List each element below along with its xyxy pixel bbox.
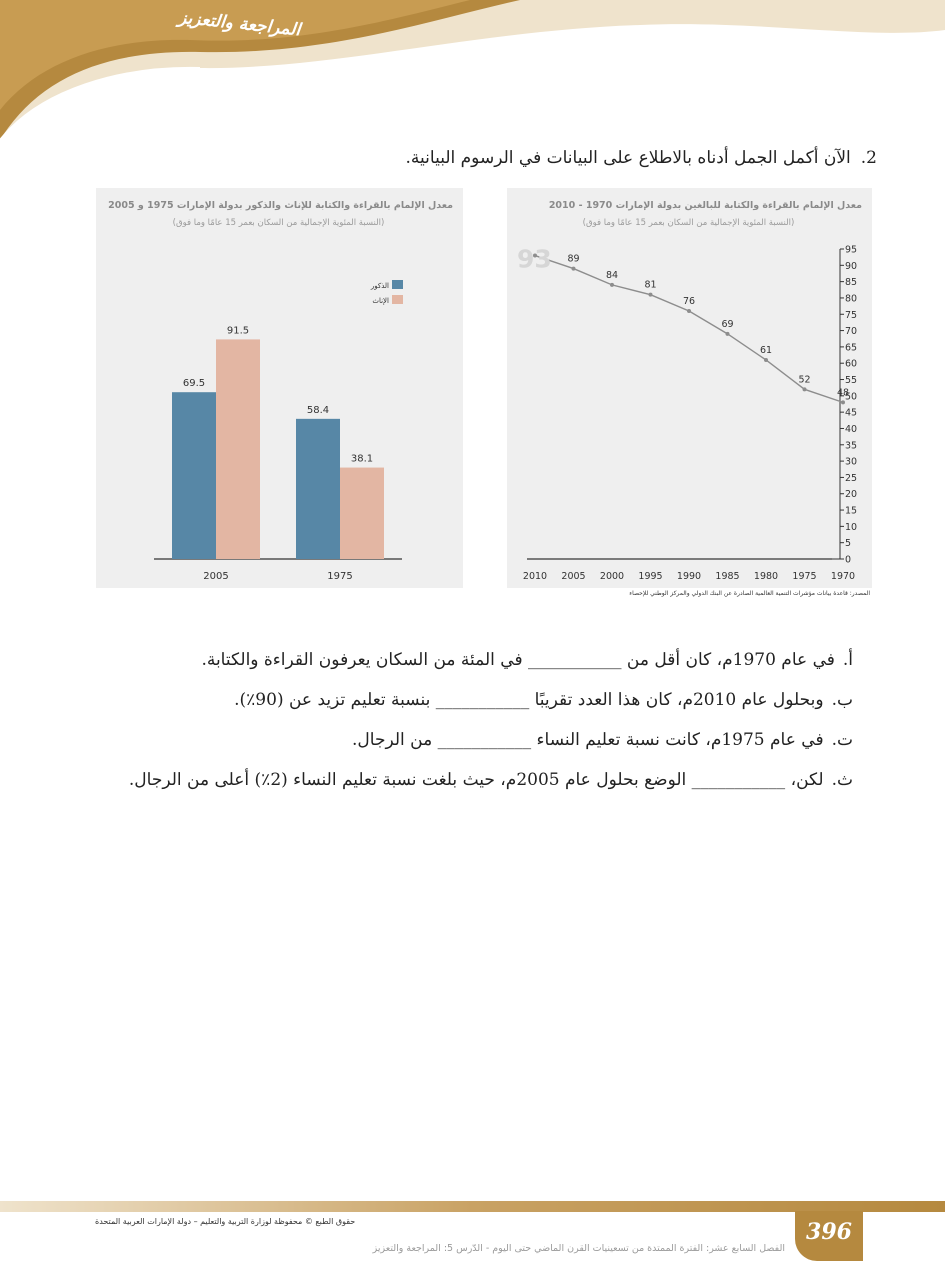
line-chart [507,188,872,588]
x-tick-label: 2005 [203,571,229,582]
point-label: 93 [517,244,552,274]
y-tick-label: 95 [845,244,858,256]
legend-swatch [392,280,403,289]
y-tick-label: 30 [845,456,858,468]
legend-swatch [392,295,403,304]
data-point [726,332,730,336]
bar-value-label: 91.5 [226,325,250,337]
item-text: في عام 1970م، كان أقل من ___________ في المئة من السكان يعرفون القراءة والكتابة. [201,650,835,670]
y-tick-label: 20 [845,489,858,501]
item-text: في عام 1975م، كانت نسبة تعليم النساء ___________ من الرجال. [352,730,824,750]
x-tick-label: 1990 [676,571,702,582]
data-point [610,283,614,287]
point-label: 81 [644,279,657,291]
y-tick-label: 45 [845,407,858,419]
y-tick-label: 25 [845,472,858,484]
bar-chart [96,188,463,588]
y-tick-label: 0 [845,554,852,566]
y-tick-label: 85 [845,277,858,289]
line-chart-subtitle: (النسبة المئوية الإجمالية من السكان بعمر 15 عامًا وما فوق) [582,218,795,228]
question-text: الآن أكمل الجمل أدناه بالاطلاع على البيانات في الرسوم البيانية. [405,148,851,168]
item-letter: ت. [831,730,853,750]
bar-value-label: 38.1 [350,453,374,465]
series-line [535,253,843,403]
item-letter: ث. [831,770,853,790]
point-label: 69 [721,318,734,330]
point-label: 48 [836,387,850,399]
bar [172,392,216,559]
y-tick-label: 35 [845,440,858,452]
chart-source: المصدر: قاعدة بيانات مؤشرات التنمية العالمية الصادرة عن البنك الدولي والمركز الوطني للإحصاء [629,590,870,597]
data-point [572,267,576,271]
y-tick-label: 70 [845,326,858,338]
exercise-item [129,730,853,770]
item-text: لكن، ___________ الوضع بحلول عام 2005م، حيث بلغت نسبة تعليم النساء (2٪) أعلى من الرجال. [128,770,824,790]
item-text: وبحلول عام 2010م، كان هذا العدد تقريبًا ___________ بنسبة تعليم تزيد عن (90٪). [234,690,824,710]
bar [216,339,260,559]
point-label: 61 [759,344,773,356]
x-tick-label: 1975 [327,571,353,582]
y-tick-label: 40 [845,423,858,435]
bar [340,468,384,559]
x-tick-label: 1975 [792,571,817,582]
exercise-items [129,650,853,810]
x-tick-label: 2000 [599,571,625,582]
y-tick-label: 50 [845,391,858,403]
bar [296,419,340,559]
chapter-footer: الفصل السابع عشر: الفترة الممتدة من تسعينيات القرن الماضي حتى اليوم - الدّرس 5: المراجعة والتعزيز [372,1243,785,1254]
header-banner [0,0,945,150]
page-number-tab [795,1211,863,1261]
x-tick-label: 1995 [638,571,663,582]
question-number: 2. [860,148,877,168]
x-tick-label: 2010 [522,571,548,582]
x-tick-label: 2005 [561,571,586,582]
point-label: 89 [567,253,580,265]
bar-chart-title: معدل الإلمام بالقراءة والكتابة للإناث والذكور بدولة الإمارات 1975 و 2005 [108,200,453,211]
data-point [649,293,653,297]
page-number: 396 [806,1219,852,1245]
data-point [764,358,768,362]
y-tick-label: 10 [845,521,858,533]
data-point [687,309,691,313]
bar-value-label: 69.5 [182,378,206,390]
x-tick-label: 1980 [753,571,779,582]
bar-value-label: 58.4 [306,404,330,416]
y-tick-label: 55 [845,375,858,387]
legend-label: الإناث [372,297,389,305]
point-label: 84 [605,269,619,281]
y-tick-label: 90 [845,260,858,272]
line-chart-title: معدل الإلمام بالقراءة والكتابة للبالغين بدولة الإمارات 1970 - 2010 [548,200,862,211]
y-tick-label: 15 [845,505,858,517]
point-label: 76 [682,296,696,307]
x-tick-label: 1970 [830,571,856,582]
data-point [803,387,807,391]
x-tick-label: 1985 [715,571,740,582]
line-chart-plot [507,188,872,588]
legend-label: الذكور [370,282,389,290]
exercise-item [129,770,853,810]
data-point [841,400,845,404]
item-letter: أ. [842,650,853,670]
y-tick-label: 60 [845,358,858,370]
copyright: حقوق الطبع © محفوظة لوزارة التربية والتعليم – دولة الإمارات العربية المتحدة [95,1217,356,1226]
bar-chart-plot [96,188,463,588]
item-letter: ب. [831,690,853,710]
y-tick-label: 75 [845,309,858,321]
question [406,148,877,168]
y-tick-label: 5 [845,538,852,550]
exercise-item [129,690,853,730]
exercise-item [129,650,853,690]
bar-chart-subtitle: (النسبة المئوية الإجمالية من السكان بعمر 15 عامًا وما فوق) [172,218,385,228]
point-label: 52 [798,374,811,386]
y-tick-label: 65 [845,342,858,354]
y-tick-label: 80 [845,293,858,305]
section-title: المراجعة والتعزيز [177,7,302,41]
